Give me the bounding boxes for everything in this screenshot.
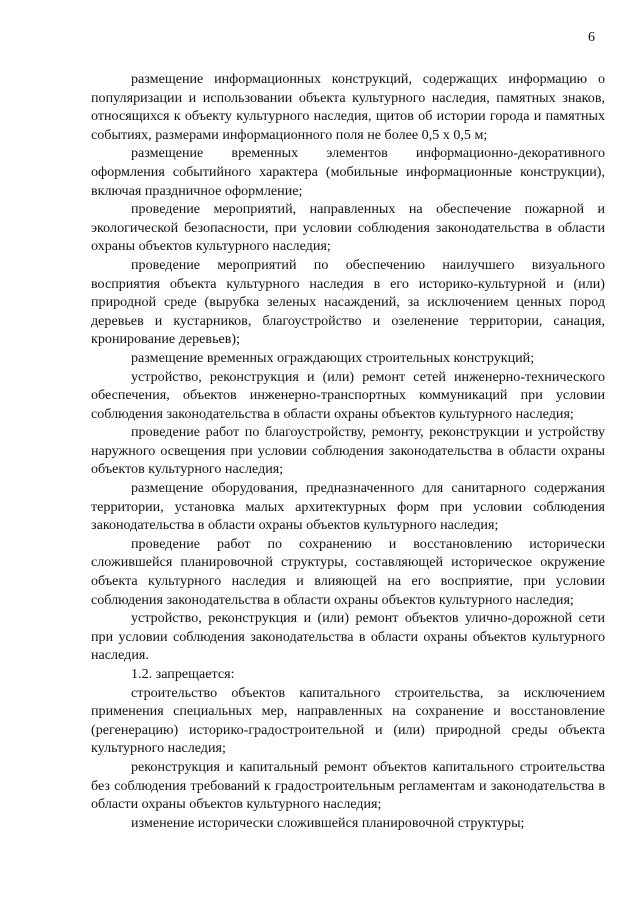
paragraph: размещение информационных конструкций, содержащих информацию о популяризации и использовании объекта культурного наследия, памятных знаков, относящихся к объекту культурного наследия, щитов об истории города и памятных событиях, размерами информационного поля не более 0,5 х 0,5 м; [91, 71, 605, 143]
paragraph: проведение работ по сохранению и восстановлению исторически сложившейся планировочной структуры, составляющей историческое окружение объекта культурного наследия и влияющей на его восприятие, при условии соблюдения законодательства в области охраны объектов культурного наследия; [91, 535, 605, 608]
paragraph: размещение оборудования, предназначенного для санитарного содержания территории, установка малых архитектурных форм при условии соблюдения законодательства в области охраны объектов культурного наследия; [91, 480, 605, 534]
paragraph: реконструкция и капитальный ремонт объектов капитального строительства без соблюдения требований к градостроительным регламентам и законодательства в области охраны объектов культурного наследия; [91, 758, 605, 813]
paragraph: размещение временных ограждающих строительных конструкций; [131, 349, 535, 366]
paragraph: проведение работ по благоустройству, ремонту, реконструкции и устройству наружного освещения при условии соблюдения законодательства в области охраны объектов культурного наследия; [91, 424, 605, 478]
paragraph: размещение временных элементов информационно-декоративного оформления событийного характера (мобильные информационные конструкции), включая праздничное оформление; [91, 145, 605, 199]
page-number: 6 [588, 30, 595, 45]
section-heading: 1.2. запрещается: [131, 666, 235, 682]
paragraph: строительство объектов капитального строительства, за исключением применения специальных мер, направленных на сохранение и восстановление (регенерацию) историко-градостроительной и (или) природной среды объекта культурного наследия; [91, 684, 605, 757]
paragraph: проведение мероприятий по обеспечению наилучшего визуального восприятия объекта культурного наследия в его историко-культурной и (или) природной среде (вырубка зеленых насаждений, за исключением ценных пород деревьев и кустарников, благоустройство и озеленение территории, санация, кронирование деревьев); [91, 256, 605, 348]
paragraph: устройство, реконструкция и (или) ремонт сетей инженерно-технического обеспечения, объектов инженерно-транспортных коммуникаций при условии соблюдения законодательства в области охраны объектов культурного наследия; [91, 368, 605, 422]
paragraph: устройство, реконструкция и (или) ремонт объектов улично-дорожной сети при условии соблюдения законодательства в области охраны объектов культурного наследия. [91, 610, 605, 664]
paragraph: проведение мероприятий, направленных на обеспечение пожарной и экологической безопасности, при условии соблюдения законодательства в области охраны объектов культурного наследия; [91, 201, 605, 255]
document-body [91, 70, 605, 832]
paragraph: изменение исторически сложившейся планировочной структуры; [131, 814, 525, 831]
